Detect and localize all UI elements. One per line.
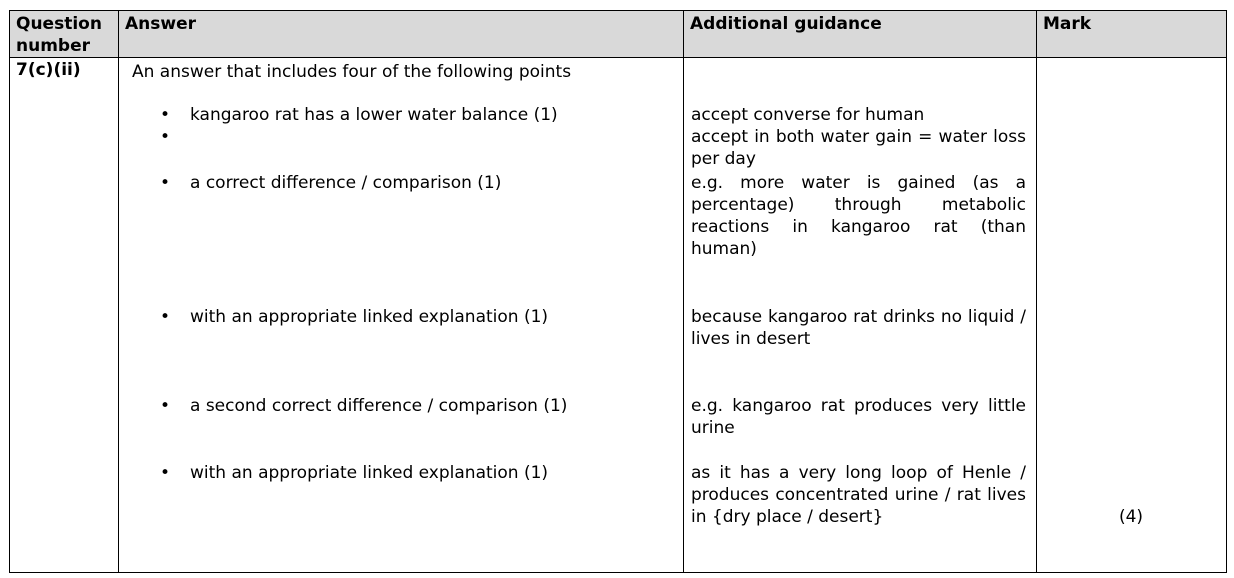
header-answer: Answer: [119, 11, 684, 58]
header-guidance: Additional guidance: [684, 11, 1037, 58]
bullet-marker: •: [160, 307, 171, 327]
answer-point: a correct difference / comparison (1): [190, 173, 502, 193]
guidance-note: accept in both water gain = water loss per day: [691, 127, 1026, 169]
bullet-marker: •: [160, 173, 171, 193]
guidance-note: e.g. more water is gained (as a percentage) through metabolic reactions in kangaroo rat (than human): [691, 173, 1026, 259]
guidance-note: e.g. kangaroo rat produces very little urine: [691, 396, 1026, 438]
question-number-cell: [10, 58, 119, 573]
answer-point: with an appropriate linked explanation (1): [190, 463, 549, 483]
mark-value: (4): [1118, 507, 1144, 527]
guidance-note: accept converse for human: [691, 105, 925, 125]
answer-point: a second correct difference / comparison (1): [190, 396, 568, 416]
header-question-number: Question number: [10, 11, 119, 58]
guidance-note: because kangaroo rat drinks no liquid / lives in desert: [691, 307, 1026, 349]
answer-point: kangaroo rat has a lower water balance (1): [190, 105, 558, 125]
answer-intro: An answer that includes four of the following points: [132, 62, 572, 82]
answer-point: with an appropriate linked explanation (1): [190, 307, 549, 327]
question-number: 7(c)(ii): [16, 60, 81, 80]
bullet-marker: •: [160, 396, 171, 416]
guidance-cell: [684, 58, 1037, 573]
header-row: [10, 11, 1227, 58]
answer-row: [10, 58, 1227, 573]
bullet-marker: •: [160, 463, 171, 483]
mark-scheme-table: [9, 10, 1227, 573]
guidance-note: as it has a very long loop of Henle / produces concentrated urine / rat lives in {dry place / desert}: [691, 463, 1026, 527]
answer-cell: [119, 58, 684, 573]
header-mark: Mark: [1037, 11, 1227, 58]
mark-cell: [1037, 58, 1227, 573]
bullet-marker: •: [160, 127, 171, 147]
bullet-marker: •: [160, 105, 171, 125]
